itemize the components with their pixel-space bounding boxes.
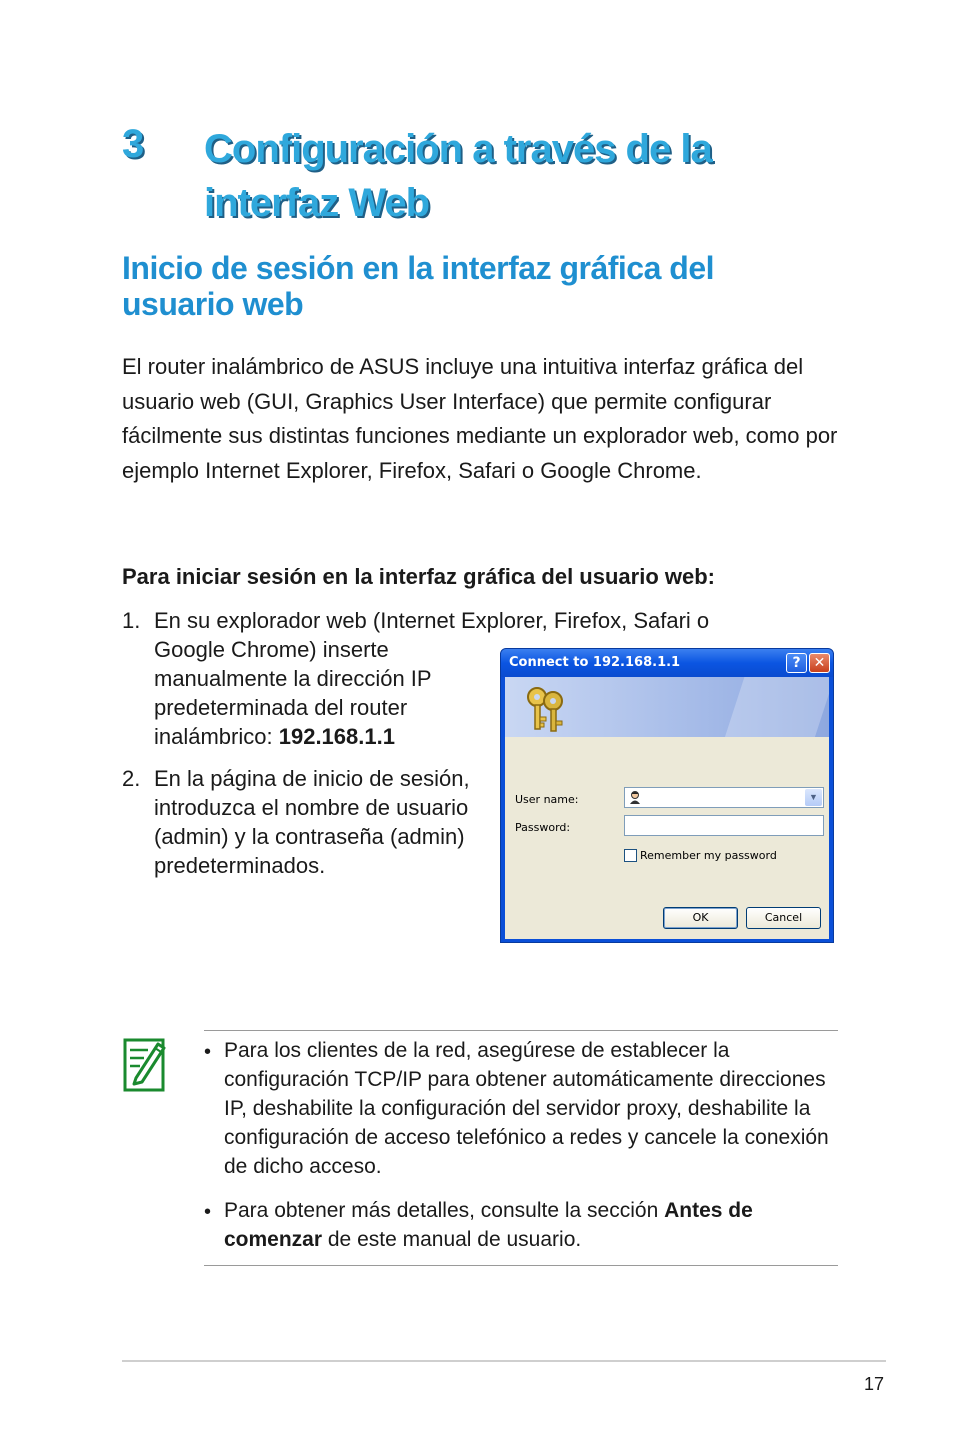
dialog-banner [505, 677, 829, 737]
note-item-2-pre: Para obtener más detalles, consulte la sección [224, 1199, 665, 1222]
bullet-2: • [204, 1201, 212, 1223]
user-icon [628, 790, 642, 805]
step-1-text [154, 635, 484, 751]
procedure-heading: Para iniciar sesión en la interfaz gráfica del usuario web: [122, 564, 715, 589]
note-item-2-post: de este manual de usuario. [322, 1228, 582, 1251]
ok-button[interactable]: OK [663, 907, 738, 929]
step-1-number: 1. [122, 608, 141, 633]
step-1-rest: Google Chrome) inserte manualmente la dirección IP predeterminada del router inalámbrico: [154, 637, 432, 749]
chapter-number: 3 [122, 122, 144, 166]
step-2-text: En la página de inicio de sesión, introduzca el nombre de usuario (admin) y la contraseña (admin) predeterminados. [154, 766, 470, 878]
dialog-titlebar [501, 649, 833, 677]
dialog-body [505, 677, 829, 939]
step-2-number: 2. [122, 766, 141, 791]
keys-icon [523, 683, 571, 733]
remember-password-checkbox[interactable] [624, 849, 637, 862]
chevron-down-icon[interactable]: ▼ [805, 789, 822, 806]
password-input[interactable] [624, 815, 824, 836]
note-item-2 [224, 1196, 836, 1254]
close-button[interactable]: ✕ [809, 653, 830, 673]
password-label: Password: [515, 821, 571, 834]
user-name-label: User name: [515, 793, 579, 806]
note-top-divider [204, 1030, 838, 1031]
dialog-title: Connect to 192.168.1.1 [509, 655, 681, 670]
remember-password-label: Remember my password [640, 849, 777, 862]
step-1-ip: 192.168.1.1 [278, 724, 395, 749]
user-name-combobox[interactable] [624, 787, 824, 808]
cancel-button[interactable]: Cancel [746, 907, 821, 929]
page-number: 17 [864, 1374, 885, 1394]
step-1-line1: En su explorador web (Internet Explorer, Firefox, Safari o [154, 608, 710, 633]
login-dialog [500, 648, 834, 943]
footer-divider [122, 1360, 886, 1362]
chapter-title: Configuración a través de la interfaz Web [204, 127, 712, 225]
banner-decoration [724, 677, 829, 737]
note-pencil-icon [122, 1034, 168, 1094]
intro-paragraph: El router inalámbrico de ASUS incluye una intuitiva interfaz gráfica del usuario web (GUI, Graphics User Interface) que permite configurar fácilmente sus distintas funciones mediante un explorador web, como por ejemplo Internet Explorer, Firefox, Safari o Google Chrome. [122, 354, 838, 483]
note-item-1: Para los clientes de la red, asegúrese de establecer la configuración TCP/IP para obtener automáticamente direcciones IP, deshabilite la configuración del servidor proxy, deshabilite la configuración de acceso telefónico a redes y cancele la conexión de dicho acceso. [224, 1039, 829, 1178]
section-title: Inicio de sesión en la interfaz gráfica del usuario web [122, 250, 715, 322]
bullet-1: • [204, 1041, 212, 1063]
help-button[interactable]: ? [786, 653, 807, 673]
note-item-2-link: Antes de comenzar [224, 1199, 753, 1251]
note-bottom-divider [204, 1265, 838, 1266]
